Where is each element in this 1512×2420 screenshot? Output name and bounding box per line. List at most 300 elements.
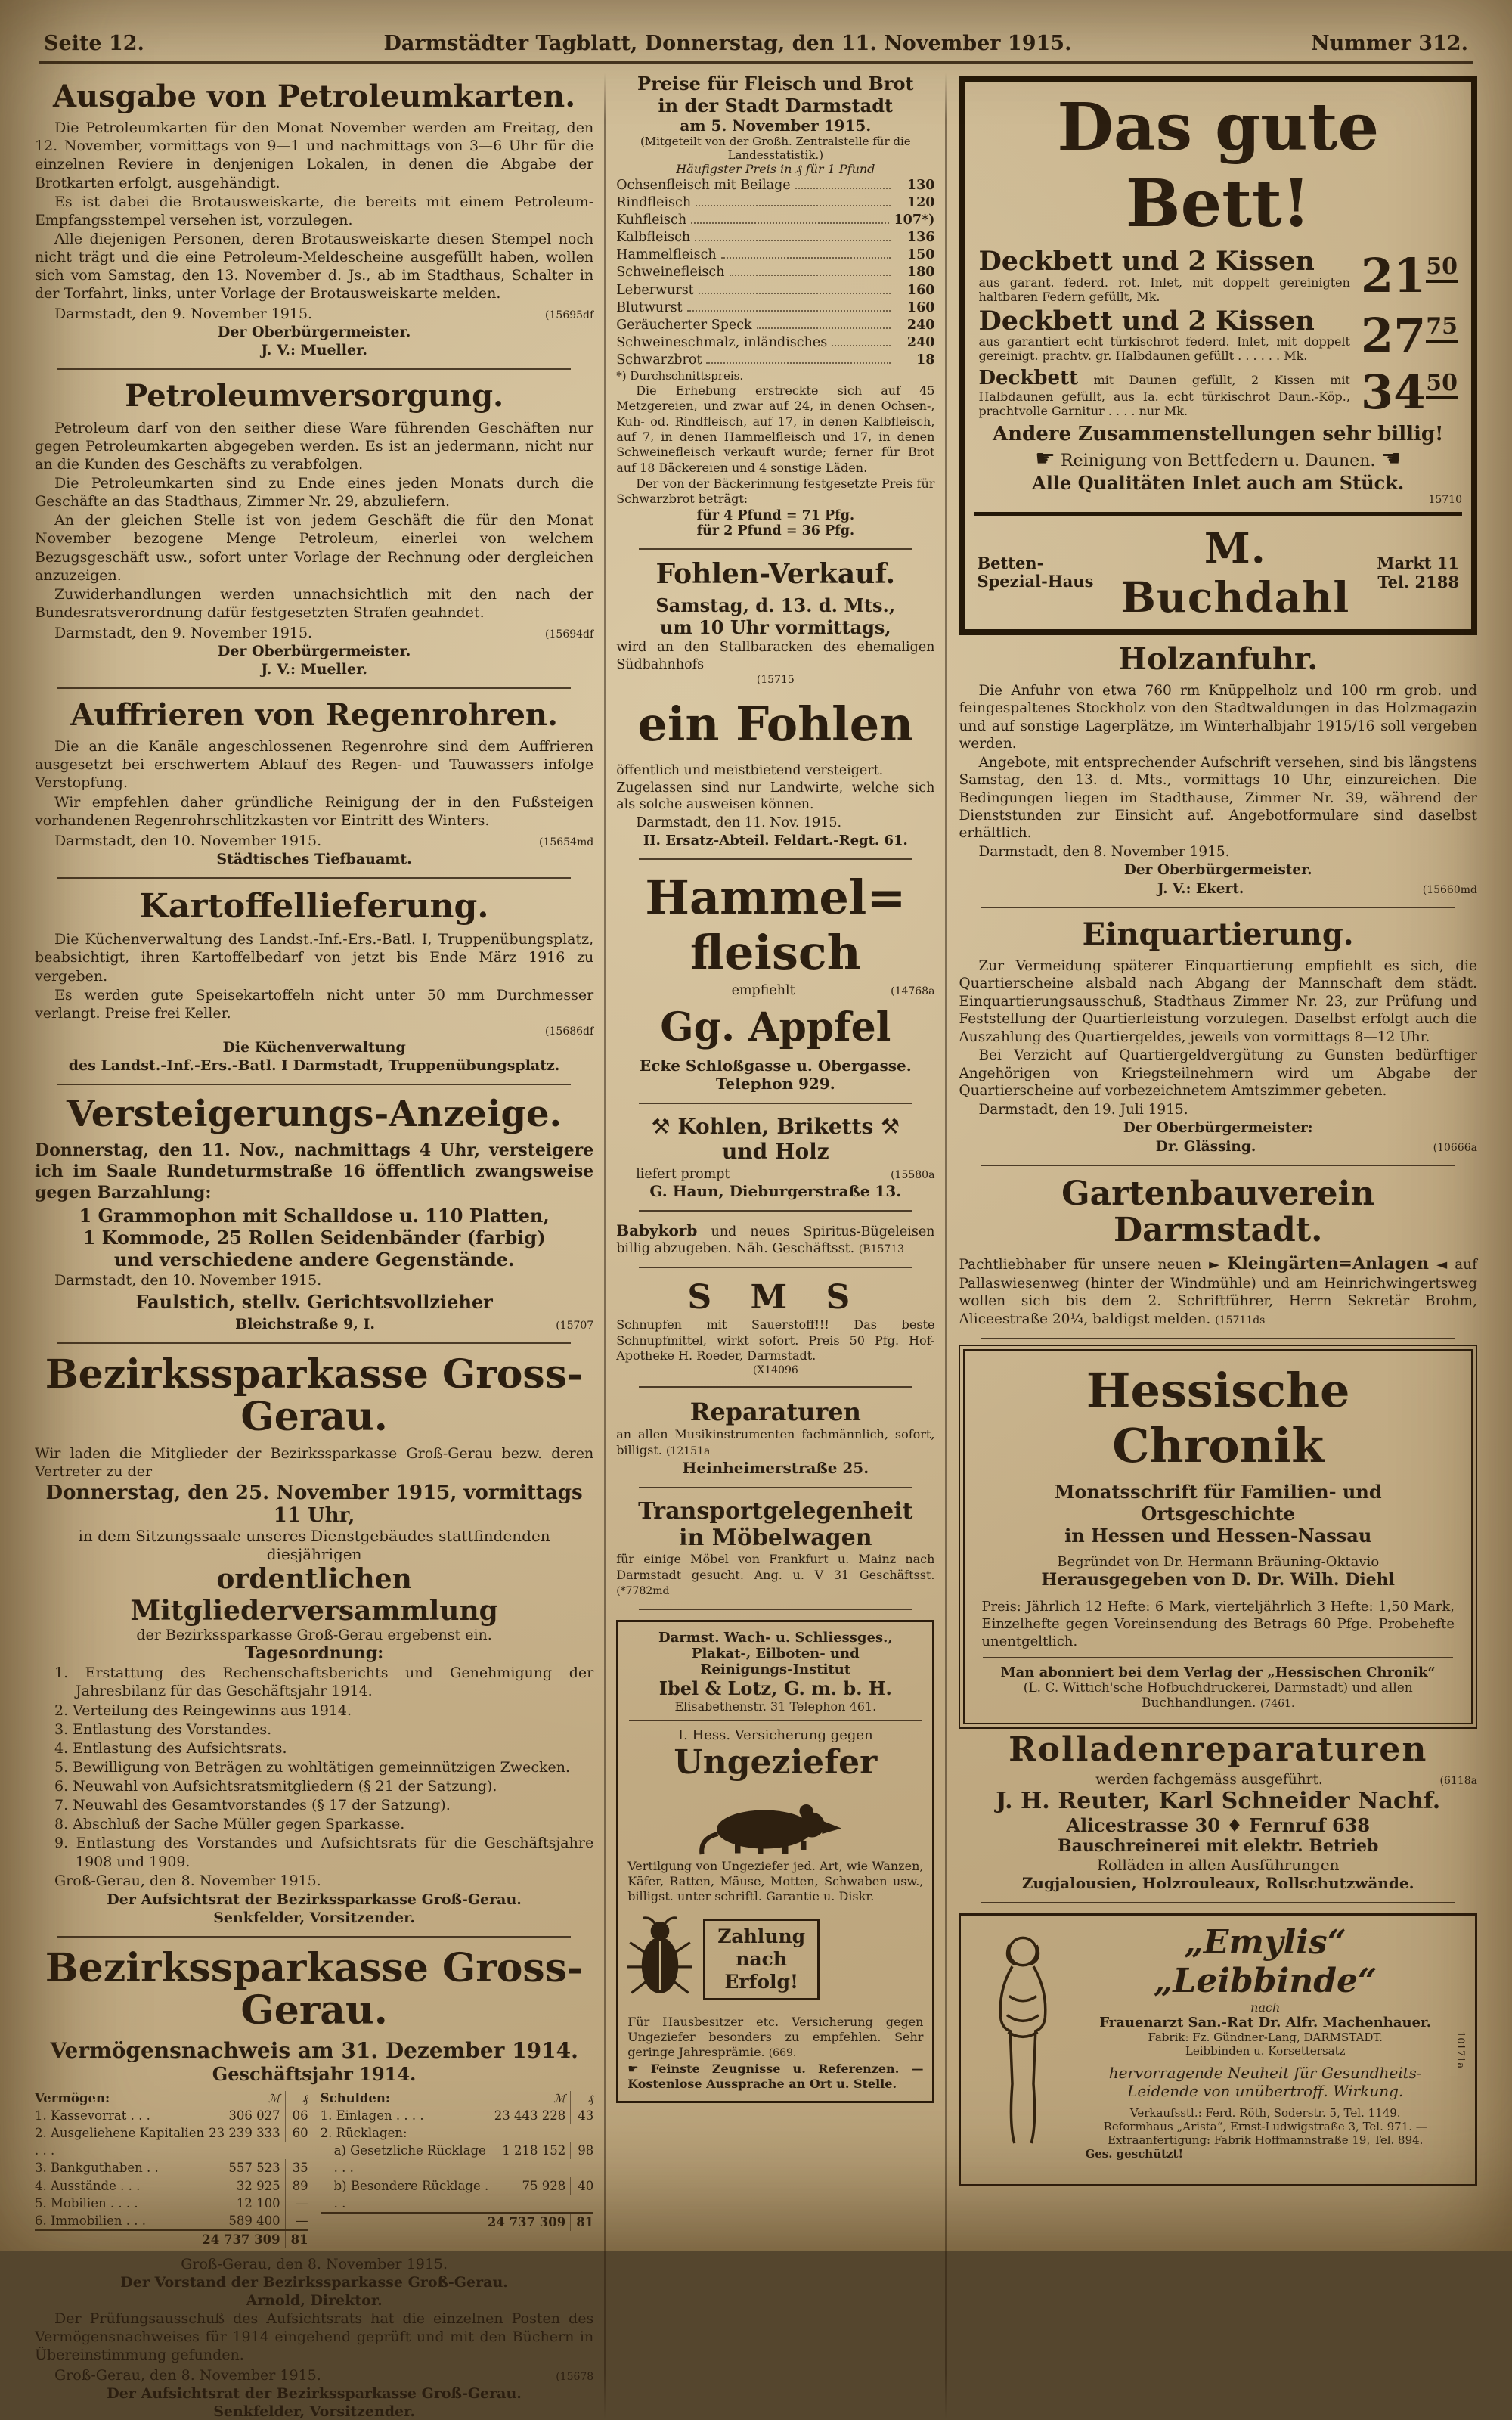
agenda-heading: Tagesordnung: [244, 1643, 384, 1664]
hammer-icon: ⚒ [881, 1113, 900, 1139]
ad-kohlen [616, 1114, 934, 1200]
classified-text: für einige Möbel von Frankfurt u. Mainz nach Darmstadt gesucht. Ang. u. V 31 Geschäftsst. (*7782md [616, 1552, 935, 1597]
merchant-phone: Telephon 929. [715, 1074, 835, 1093]
section-divider [57, 1342, 571, 1344]
signature: II. Ersatz-Abteil. Feldart.-Regt. 61. [643, 832, 908, 849]
agenda-item: 3. Entlastung des Vorstandes. [54, 1720, 272, 1738]
page-number: Seite 12. [44, 32, 144, 55]
price-row: Schweinefleisch 180 [616, 265, 935, 281]
doctor-line: Frauenarzt San.-Rat Dr. Alfr. Machenhauer. [1099, 2015, 1432, 2031]
currency-pfennig: ₰ [570, 2091, 593, 2107]
agenda-item: 6. Neuwahl von Aufsichtsratsmitgliedern (§ 21 der Satzung). [54, 1778, 497, 1795]
ad-hessische-chronik [963, 1349, 1473, 1724]
firm-address: Alicestrasse 30 ♦ Fernruf 638 [1066, 1814, 1371, 1836]
pointing-hand-icon: ☚ [1380, 445, 1402, 473]
ad-headline: und Holz [721, 1138, 829, 1164]
ad-reparaturen [616, 1398, 934, 1477]
store-type: Betten- Spezial-Haus [977, 554, 1094, 591]
dateline [35, 2367, 593, 2384]
ad-ungeziefer [616, 1620, 934, 2103]
payment-after-success-box: Zahlung nach Erfolg! [703, 1919, 820, 2000]
price-row: Blutwurst 160 [616, 299, 935, 315]
article-holzanfuhr [959, 643, 1477, 897]
label: liefert prompt [636, 1166, 730, 1182]
paragraph: Zur Vermeidung späterer Einquartierung empfiehlt es sich, die Quartierscheine alsbald nach Abgang der Mannschaft dem städt. Einquartierungsausschuß, Stadthaus Zimmer Nr. 23, zur Prüfung und Feststellung der Quartierleistung vorzulegen. Daselbst erfolgt auch die Auszahlung des Quartiergeldes, jeweils von vormittags 8—12 Uhr. [959, 957, 1477, 1045]
classified-text: Vertilgung von Ungeziefer jed. Art, wie Wanzen, Käfer, Ratten, Mäuse, Motten, Schwaben usw., billigst. unter schriftl. Garantie u. Diskr. [627, 1858, 924, 1904]
date: Darmstadt, den 9. November 1915. [54, 625, 313, 641]
price-row: Ochsenfleisch mit Beilage 130 [616, 178, 935, 193]
ad-headline: in Möbelwagen [679, 1525, 872, 1552]
ad-reference: 10171a [1454, 2031, 1466, 2069]
price-row: Schwarzbrot 18 [616, 352, 935, 368]
classified-text: Für Hausbesitzer etc. Versicherung gegen Ungeziefer besonders zu empfehlen. Sehr geringe Jahresprämie. (669. [627, 2014, 924, 2060]
date: Darmstadt, den 10. November 1915. [54, 1271, 322, 1289]
section-divider [981, 1902, 1455, 1903]
merchant-address: Heinheimerstraße 25. [682, 1459, 869, 1478]
prices-unit: Häufigster Preis in ₰ für 1 Pfund [676, 162, 875, 176]
ad-reference: (669. [768, 2047, 797, 2060]
store-contact: Markt 11 Tel. 2188 [1377, 554, 1459, 592]
offer-price: 3450 [1360, 365, 1458, 420]
article-petroleumversorgung [35, 380, 593, 678]
price-paragraph: Preis: Jährlich 12 Hefte: 6 Mark, vierteljährlich 3 Hefte: 1,50 Mark, Einzelhefte gegen Voreinsendung des Betrags 60 Pfge. Probehefte unentgeltlich. [981, 1599, 1455, 1650]
label: werden fachgemäss ausgeführt. [1095, 1772, 1323, 1788]
paragraph: Die Petroleumkarten sind zu Ende eines jeden Monats durch die Geschäfte an das Stadthaus, Zimmer Nr. 29, abzuliefern. [35, 475, 594, 510]
ad-transport [616, 1498, 934, 1598]
offer-title: Deckbett und 2 Kissen [978, 305, 1315, 337]
ad-title: Bezirkssparkasse Gross-Gerau. [45, 1351, 584, 1440]
paragraph: öffentlich und meistbietend versteigert. [616, 762, 884, 778]
firm-address: Elisabethenstr. 31 Telephon 461. [674, 1699, 877, 1714]
currency-mark: ℳ [553, 2092, 566, 2106]
signature: J. V.: Mueller. [261, 661, 367, 678]
table-row: 3. Bankguthaben . . 557 523 35 [35, 2159, 308, 2176]
dateline [616, 1167, 934, 1182]
dateline [35, 306, 593, 322]
table-row: 2. Rücklagen: [320, 2126, 407, 2141]
signature: Der Oberbürgermeister. [1123, 862, 1312, 879]
ad-reference: (15715 [756, 673, 795, 686]
prices-title: in der Stadt Darmstadt [658, 95, 894, 116]
products-line: Leibbinden u. Korsettersatz [1185, 2044, 1346, 2058]
date: Darmstadt, den 8. November 1915. [978, 843, 1230, 860]
rat-illustration [627, 1782, 923, 1858]
agenda-list [35, 1664, 593, 1870]
subscribe-line: (L. C. Wittich'sche Hofbuchdruckerei, Darmstadt) und allen Buchhandlungen. (7461. [1023, 1680, 1413, 1711]
date: Darmstadt, den 10. November 1915. [54, 832, 322, 849]
article-title: Petroleumversorgung. [125, 378, 503, 414]
article-title: Auffrieren von Regenrohren. [70, 697, 558, 733]
agenda-item: 7. Neuwahl des Gesamtvorstandes (§ 17 der Satzung). [54, 1797, 451, 1814]
store-footer [974, 512, 1462, 623]
agenda-item: 5. Bewilligung von Beträgen zu wohltätigen gemeinnützigen Zwecken. [54, 1758, 571, 1776]
assets-heading: Vermögen: [35, 2091, 110, 2106]
label: empfiehlt [731, 982, 795, 998]
protected-line: Ges. geschützt! [1085, 2147, 1184, 2161]
columns [0, 71, 1512, 2420]
signature: Die Küchenverwaltung [222, 1038, 406, 1056]
merchant-name: Gg. Appfel [660, 1004, 891, 1050]
prices-title: Preise für Fleisch und Brot [637, 73, 914, 95]
price-row: Hammelfleisch 150 [616, 247, 935, 263]
signature: Dr. Glässing. [1155, 1139, 1256, 1155]
ad-headline: Transportgelegenheit [638, 1498, 913, 1525]
table-row: b) Besondere Rücklage . . . 75 928 40 [333, 2178, 594, 2211]
signature: Städtisches Tiefbauamt. [216, 850, 412, 867]
column-1 [35, 73, 604, 2420]
article-title: Kartoffellieferung. [139, 886, 489, 926]
prices-date: am 5. November 1915. [680, 116, 872, 135]
service-line: Rolläden in allen Ausführungen [1096, 1856, 1340, 1874]
ad-reference: (12151a [665, 1444, 711, 1457]
classified-text: Schnupfen mit Sauerstoff!!! Das beste Schnupfmittel, wirkt sofort. Preis 50 Pfg. Hof-Apotheke H. Roeder, Darmstadt. [616, 1317, 935, 1363]
factory-line: Fabrik: Fz. Gündner-Lang, DARMSTADT. [1148, 2031, 1383, 2044]
ad-reference: (X14096 [752, 1364, 798, 1377]
ad-headline: Rolladenreparaturen [1009, 1730, 1428, 1769]
meeting-datetime: Donnerstag, den 25. November 1915, vormittags 11 Uhr, [45, 1481, 583, 1528]
paragraph: Der von der Bäckerinnung festgesetzte Preis für Schwarzbrot beträgt: [616, 476, 935, 507]
decoration-arrow: ► [1209, 1257, 1220, 1274]
signature: J. V.: Mueller. [261, 342, 367, 359]
signature: Der Vorstand der Bezirkssparkasse Groß-Gerau. [120, 2273, 508, 2291]
table-row: 6. Immobilien . . . 589 400 — [35, 2212, 308, 2229]
signature: des Landst.-Inf.-Ers.-Batl. I Darmstadt, Truppenübungsplatz. [68, 1056, 560, 1074]
highlight: Kleingärten=Anlagen [1227, 1254, 1430, 1274]
date: Groß-Gerau, den 8. November 1915. [54, 1872, 321, 1889]
ad-sparkasse-versammlung [35, 1351, 594, 1926]
signature: Der Oberbürgermeister. [217, 643, 411, 659]
dateline [959, 881, 1477, 897]
firm-line: Darmst. Wach- u. Schliessges., [658, 1629, 893, 1646]
paragraph: An der gleichen Stelle ist von jedem Geschäft die für den Monat November bezogene Menge Petroleum, einerlei von welchem Bezugsgeschäft usw., sofort unter Vorlage der Rechnung oder dergleichen anzuzeigen. [35, 512, 594, 584]
section-divider [639, 548, 912, 550]
dateline [35, 1316, 593, 1333]
pointing-hand-icon: ☛ [627, 2062, 639, 2077]
footnote: *) Durchschnittspreis. [616, 369, 744, 383]
paragraph: Die Petroleumkarten für den Monat November werden am Freitag, den 12. November, vormittags von 9—1 und nachmittags von 3—6 Uhr für die einzelnen Reviere in denjenigen Lokalen, in denen die Abgabe der Brotkarten erfolgt, ausgehändigt. [35, 119, 594, 191]
article-einquartierung [959, 918, 1477, 1155]
section-divider [981, 1338, 1455, 1339]
balance-table [35, 2090, 593, 2248]
auction-intro: Donnerstag, den 11. Nov., nachmittags 4 Uhr, versteigere ich im Saale Rundeturmstraße 16 öffentlich zwangsweise gegen Barzahlung: [35, 1140, 594, 1202]
table-row: 2. Ausgeliehene Kapitalien . . . 23 239 333 60 [35, 2126, 308, 2158]
subtitle: Monatsschrift für Familien- und Ortsgeschichte [1054, 1481, 1382, 1525]
signature: Arnold, Direktor. [246, 2291, 383, 2309]
paragraph: Alle diejenigen Personen, deren Brotausweiskarte diesen Stempel noch nicht trägt und die eine Petroleum-Meldescheine ausgefüllt haben, wollen sich vom Samstag, den 13. November d. Js., ab im Stadthaus, Schalter in der Torfahrt, links, unter Vorlage der Brotausweiskarte melden. [35, 230, 594, 302]
paragraph: Wir laden die Mitglieder der Bezirkssparkasse Groß-Gerau bezw. deren Vertreter zu der [35, 1445, 594, 1481]
table-row: 4. Ausstände . . . 32 925 89 [35, 2177, 308, 2195]
classified-lead: Babykorb [616, 1221, 698, 1239]
ad-headline: „Emylis“ [1184, 1923, 1346, 1962]
article-title: Holzanfuhr. [1118, 641, 1318, 678]
article-kartoffellieferung [35, 886, 594, 1074]
auction-where: wird an den Stallbaracken des ehemaligen Südbahnhofs [616, 640, 935, 672]
subscribe-line: Man abonniert bei dem Verlag der „Hessischen Chronik“ [1000, 1665, 1436, 1680]
ad-reference: (15654md [538, 836, 594, 849]
signature: Senkfelder, Vorsitzender. [213, 1909, 416, 1926]
paragraph: Die Erhebung erstreckte sich auf 45 Metzgereien, und zwar auf 24, in denen Ochsen-, Kuh- od. Rindfleisch, auf 17, in denen Kalbfleisch, auf 7, in denen Hammelfleisch und 17, in denen Schweinefleisch verkauft wurde; ferner für Brot auf 18 Bäckereien und 4 sonstige Läden. [616, 383, 935, 475]
ad-headline: S M S [687, 1278, 864, 1317]
ad-sparkasse-bilanz [35, 1944, 594, 2420]
service-line: Zugjalousien, Holzrouleaux, Rollschutzwände. [1021, 1874, 1414, 1892]
merchant-address: G. Haun, Dieburgerstraße 13. [649, 1181, 902, 1200]
store-name: M. Buchdahl [1120, 523, 1350, 622]
bread-price: für 4 Pfund = 71 Pfg. [696, 507, 855, 523]
price-row: Kalbfleisch 136 [616, 230, 935, 246]
date: Groß-Gerau, den 8. November 1915. [54, 2367, 321, 2384]
service-line: Bauschreinerei mit elektr. Betrieb [1058, 1836, 1379, 1856]
article-petroleumkarten [35, 80, 593, 358]
ad-reference: (15707 [556, 1319, 594, 1332]
offer-description: aus garantiert echt türkischrot federd. Inlet, mit doppelt gereinigt. prachtv. gr. Halbdaunen gefüllt . . . . . . Mk. [978, 334, 1350, 364]
beetle-row [627, 1913, 923, 2007]
ad-das-gute-bett [959, 76, 1477, 635]
paragraph: Angebote, mit entsprechender Aufschrift versehen, sind bis längstens Samstag, den 13. d. Mts., vormittags 10 Uhr, einzureichen. Die Bedingungen liegen im Stadthause, Zimmer Nr. 39, während der Dienststunden zur Einsicht auf. Angebotformulare sind daselbst erhältlich. [959, 754, 1477, 842]
ad-headline: Hessische Chronik [1086, 1363, 1350, 1474]
emylis-text [1085, 1923, 1445, 2176]
date: Groß-Gerau, den 8. November 1915. [181, 2255, 448, 2273]
agenda-item: 1. Erstattung des Rechenschaftsberichts und Genehmigung der Jahresbilanz für das Geschäftsjahr 1914. [54, 1665, 594, 1700]
table-row: 1. Kassevorrat . . . 306 027 06 [35, 2107, 308, 2124]
ad-sms [616, 1278, 934, 1376]
offer-title: Deckbett [978, 367, 1079, 389]
price-list [616, 177, 934, 369]
section-divider [639, 1267, 912, 1268]
ad-title: Fohlen-Verkauf. [655, 557, 896, 590]
column-3 [947, 73, 1477, 2420]
label: nach [1250, 2000, 1281, 2015]
assets-total: 24 737 309 81 [35, 2229, 308, 2248]
novelty-line: hervorragende Neuheit für Gesundheits-Leidende von unübertroff. Wirkung. [1108, 2064, 1422, 2100]
date: Darmstadt, den 9. November 1915. [54, 306, 313, 323]
foal-headline: ein Fohlen [637, 696, 914, 752]
header-rule [39, 61, 1473, 64]
table-row: a) Gesetzliche Rücklage . . . 1 218 152 98 [333, 2143, 594, 2176]
firm-name: J. H. Reuter, Karl Schneider Nachf. [996, 1788, 1441, 1814]
signature: Faulstich, stellv. Gerichtsvollzieher [135, 1290, 493, 1313]
section-divider [981, 1165, 1455, 1166]
paragraph: Zuwiderhandlungen werden unnachsichtlich mit den nach der Bundesratsverordnung dafür festgesetzten Strafen geahndet. [35, 585, 594, 621]
table-row: 5. Mobilien . . . . 12 100 — [35, 2195, 308, 2212]
agenda-item: 9. Entlastung des Vorstandes und Aufsichtsrats für die Geschäftsjahre 1908 und 1909. [54, 1835, 594, 1870]
subtitle: Geschäftsjahr 1914. [212, 2063, 417, 2086]
inner-rule [983, 1657, 1453, 1658]
subtitle: Vermögensnachweis am 31. Dezember 1914. [50, 2038, 578, 2064]
dateline [959, 1139, 1477, 1155]
table-row: 1. Einlagen . . . . 23 443 228 43 [321, 2107, 594, 2124]
ad-versteigerung [35, 1092, 594, 1333]
section-divider [57, 687, 571, 689]
price-row: Rindfleisch 120 [616, 195, 935, 211]
ad-reference: (15580a [891, 1168, 935, 1181]
cleaning-line: ☛ Reinigung von Bettfedern u. Daunen. ☚ [1035, 445, 1402, 473]
ad-hammelfleisch [616, 870, 934, 1093]
paragraph: Zugelassen sind nur Landwirte, welche sich als solche ausweisen können. [616, 780, 935, 813]
sales-line: Verkaufsstl.: Ferd. Röth, Soderstr. 5, Tel. 1149. [1129, 2106, 1401, 2120]
ad-reference: (10666a [1433, 1142, 1477, 1154]
currency-mark: ℳ [268, 2092, 280, 2106]
firm-line: Plakat-, Eilboten- und [691, 1645, 860, 1661]
dateline [959, 1772, 1477, 1788]
insurance-line: I. Hess. Versicherung gegen [677, 1727, 873, 1743]
offer-description: aus garant. federd. rot. Inlet, mit doppelt gereinigten haltbaren Federn gefüllt, Mk. [978, 275, 1350, 304]
offer-description: Deckbett mit Daunen gefüllt, 2 Kissen mit Halbdaunen gefüllt, aus Ia. echt türkischrot Daun.-Köp., prachtvolle Garnitur . . . . nur Mk. [978, 367, 1350, 418]
ad-reference: (7461. [1259, 1698, 1295, 1710]
section-divider [639, 858, 912, 860]
issue-number: Nummer 312. [1310, 32, 1468, 55]
ad-reference: (6118a [1439, 1775, 1477, 1787]
ad-title: Bezirkssparkasse Gross-Gerau. [45, 1944, 584, 2034]
ad-rolladen [959, 1730, 1477, 1892]
ad-reference: (15686df [545, 1025, 594, 1038]
column-2 [606, 73, 945, 2420]
auction-goods: 1 Grammophon mit Schalldose u. 110 Platten, [79, 1204, 550, 1227]
signature: Der Oberbürgermeister. [217, 324, 411, 341]
ad-babykorb [616, 1221, 934, 1258]
ad-headline: Das gute Bett! [1057, 89, 1380, 242]
date: Darmstadt, den 19. Juli 1915. [978, 1101, 1188, 1118]
ad-reference: 15710 [1428, 494, 1462, 507]
section-divider [57, 368, 571, 370]
currency-pfennig: ₰ [285, 2091, 308, 2107]
date: Darmstadt, den 11. Nov. 1915. [636, 814, 842, 830]
bed-offer [978, 305, 1458, 365]
auction-goods: 1 Kommode, 25 Rollen Seidenbänder (farbig) [82, 1226, 546, 1249]
ad-headline: „Leibbinde“ [1154, 1962, 1377, 2000]
paragraph: Wir empfehlen daher gründliche Reinigung der in den Fußsteigen vorhandenen Regenrohrschlitzkasten vor Eintritt des Winters. [35, 793, 594, 829]
agenda-item: 2. Verteilung des Reingewinns aus 1914. [54, 1702, 352, 1719]
merchant-address: Ecke Schloßgasse u. Obergasse. [639, 1056, 912, 1075]
decoration-arrow: ◄ [1436, 1257, 1448, 1274]
liabilities-heading: Schulden: [320, 2091, 390, 2106]
page-header [0, 0, 1512, 61]
paragraph: Petroleum darf von den seither diese Ware führenden Geschäften nur gegen Petroleumkarten abgegeben werden. Es ist an jedermann, nicht nur an die Kunden des Geschäfts zu verabfolgen. [35, 419, 594, 473]
ad-headline: ⚒ Kohlen, Briketts ⚒ [651, 1113, 900, 1139]
signature: Der Oberbürgermeister: [1123, 1120, 1313, 1136]
ad-title: Versteigerungs-Anzeige. [66, 1092, 562, 1135]
ad-title: Gartenbauverein Darmstadt. [1061, 1174, 1375, 1249]
editor-line: Herausgegeben von D. Dr. Wilh. Diehl [1041, 1570, 1396, 1590]
section-divider [981, 907, 1455, 908]
dateline [35, 1025, 593, 1038]
classified-text: Babykorb und neues Spiritus-Bügeleisen billig abzugeben. Näh. Geschäftsst. (B15713 [616, 1221, 935, 1257]
liabilities-column [321, 2090, 594, 2248]
dateline [616, 983, 934, 998]
ad-reference: (14768a [891, 985, 935, 997]
classified-text: Pachtliebhaber für unsere neuen ► Kleingärten=Anlagen ◄ auf Pallaswiesenweg (hinter der Windmühle) und am Heinrichwingertsweg wollen sich bis dem 2. Schriftführer, Herrn Sekretär Brohm, Aliceestraße 20¼, baldigst melden. (15711ds [959, 1254, 1477, 1327]
meeting-venue: in dem Sitzungssaale unseres Dienstgebäudes stattfindenden diesjährigen [78, 1527, 550, 1564]
bed-offer [978, 248, 1458, 305]
price-row: Leberwurst 160 [616, 282, 935, 298]
ad-headline: Reparaturen [689, 1398, 861, 1427]
dateline [35, 833, 593, 849]
price-row: Kuhfleisch 107*) [616, 213, 935, 228]
sales-line: Reformhaus „Arista“, Ernst-Ludwigstraße 3, Tel. 971. — Extraanfertigung: Fabrik Hoffmannstraße 19, Tel. 894. [1103, 2120, 1427, 2147]
inner-rule [629, 1720, 922, 1721]
ad-headline: fleisch [689, 924, 861, 980]
ad-gartenbauverein [959, 1176, 1477, 1328]
inlet-line: Alle Qualitäten Inlet auch am Stück. [1032, 472, 1405, 495]
section-divider [639, 1487, 912, 1488]
offer-price: 2150 [1360, 248, 1458, 304]
meeting-headline: ordentlichen Mitgliederversammlung [130, 1563, 498, 1627]
section-divider [639, 1103, 912, 1104]
pointing-hand-icon: ☛ [1035, 445, 1055, 473]
signature: Senkfelder, Vorsitzender. [213, 2403, 416, 2420]
auction-when: Samstag, d. 13. d. Mts., [655, 594, 896, 617]
liabilities-total: 24 737 309 81 [321, 2212, 594, 2231]
paragraph: Bei Verzicht auf Quartiergeldvergütung zu Gunsten bedürftiger Angehörigen von Kriegsteilnehmern wird um Abgabe der Quartierscheine auf vorbezeichnetem Amtszimmer gebeten. [959, 1047, 1477, 1100]
audit-note: Der Prüfungsausschuß des Aufsichtsrats hat die einzelnen Posten des Vermögensnachweises für 1914 eingehend geprüft und mit den Büchern in Übereinstimmung gefunden. [35, 2310, 594, 2364]
ad-fohlen [616, 557, 935, 849]
firm-line: Reinigungs-Institut [700, 1661, 851, 1677]
section-divider [639, 1210, 912, 1212]
slogan: Andere Zusammenstellungen sehr billig! [992, 423, 1444, 446]
ad-reference: (15711ds [1215, 1314, 1266, 1326]
paragraph: Die Küchenverwaltung des Landst.-Inf.-Ers.-Batl. I, Truppenübungsplatz, beabsichtigt, ihren Kartoffelbedarf von jetzt bis Ende März 1916 zu vergeben. [35, 931, 594, 985]
offer-title: Deckbett und 2 Kissen [978, 246, 1315, 277]
bread-price: für 2 Pfund = 36 Pfg. [696, 523, 855, 538]
paragraph: Es ist dabei die Brotausweiskarte, die bereits mit einem Petroleum-Empfangsstempel versehen ist, vorzulegen. [35, 193, 594, 228]
auction-goods: und verschiedene andere Gegenstände. [113, 1248, 515, 1270]
classified-text: an allen Musikinstrumenten fachmännlich, sofort, billigst. (12151a [616, 1427, 935, 1457]
ad-headline: Ungeziefer [674, 1742, 878, 1782]
ad-emylis-leibbinde [959, 1913, 1477, 2186]
price-row: Schweineschmalz, inländisches 240 [616, 334, 935, 350]
paragraph: Die Anfuhr von etwa 760 rm Knüppelholz und 100 rm grob. und feingespaltenes Stockholz von den Stadtwaldungen in das Holzmagazin und auf sonstige Lagerplätze, im Winterhalbjahr 1915/16 soll vergeben werden. [959, 682, 1477, 752]
article-preise [616, 73, 934, 538]
dateline [35, 625, 593, 641]
ad-reference: (B15713 [858, 1243, 905, 1256]
agenda-item: 4. Entlastung des Aufsichtsrats. [54, 1739, 287, 1757]
section-divider [57, 877, 571, 879]
classified-text: ☛ Feinste Zeugnisse u. Referenzen. — Kostenlose Aussprache an Ort u. Stelle. [627, 2062, 924, 2092]
section-divider [639, 1386, 912, 1388]
prices-source: (Mitgeteilt von der Großh. Zentralstelle für die Landesstatistik.) [640, 135, 911, 162]
signature: J. V.: Ekert. [1157, 881, 1244, 898]
ad-reference: (15678 [556, 2371, 594, 2384]
paragraph: Die an die Kanäle angeschlossenen Regenrohre sind dem Auffrieren ausgesetzt bei erschwertem Ablauf des Regen- und Tauwassers infolge Verstopfung. [35, 738, 594, 792]
article-regenrohre [35, 699, 593, 867]
article-title: Einquartierung. [1082, 917, 1354, 953]
ad-headline: Hammel= [645, 869, 906, 925]
ad-reference: (15694df [545, 628, 594, 641]
hammer-icon: ⚒ [651, 1113, 671, 1139]
beetle-illustration [627, 1913, 692, 2007]
signature: Der Aufsichtsrat der Bezirkssparkasse Groß-Gerau. [107, 2385, 522, 2403]
ad-reference: (*7782md [616, 1584, 670, 1597]
ad-reference: (15695df [545, 309, 594, 322]
founder-line: Begründet von Dr. Hermann Bräuning-Oktavio [1057, 1554, 1380, 1571]
section-divider [57, 1084, 571, 1085]
firm-name: Ibel & Lotz, G. m. b. H. [658, 1677, 892, 1699]
agenda-item: 8. Abschluß der Sache Müller gegen Sparkasse. [54, 1816, 405, 1833]
section-divider [57, 1936, 571, 1938]
article-title: Ausgabe von Petroleumkarten. [53, 79, 576, 114]
paragraph: Es werden gute Speisekartoffeln nicht unter 50 mm Durchmesser verlangt. Preise frei Keller. [35, 986, 594, 1022]
corset-woman-illustration [970, 1923, 1076, 2176]
meeting-outro: der Bezirkssparkasse Groß-Gerau ergebenst ein. [136, 1627, 492, 1644]
signature: Der Aufsichtsrat der Bezirkssparkasse Groß-Gerau. [107, 1891, 522, 1908]
assets-column [35, 2090, 308, 2248]
address: Bleichstraße 9, I. [235, 1315, 376, 1333]
masthead-line: Darmstädter Tagblatt, Donnerstag, den 11. November 1915. [383, 32, 1072, 55]
bed-offer [978, 367, 1458, 418]
auction-when: um 10 Uhr vormittags, [659, 616, 891, 639]
offer-price: 2775 [1360, 307, 1458, 363]
section-divider [639, 1609, 912, 1610]
ad-reference: (15660md [1422, 884, 1477, 897]
